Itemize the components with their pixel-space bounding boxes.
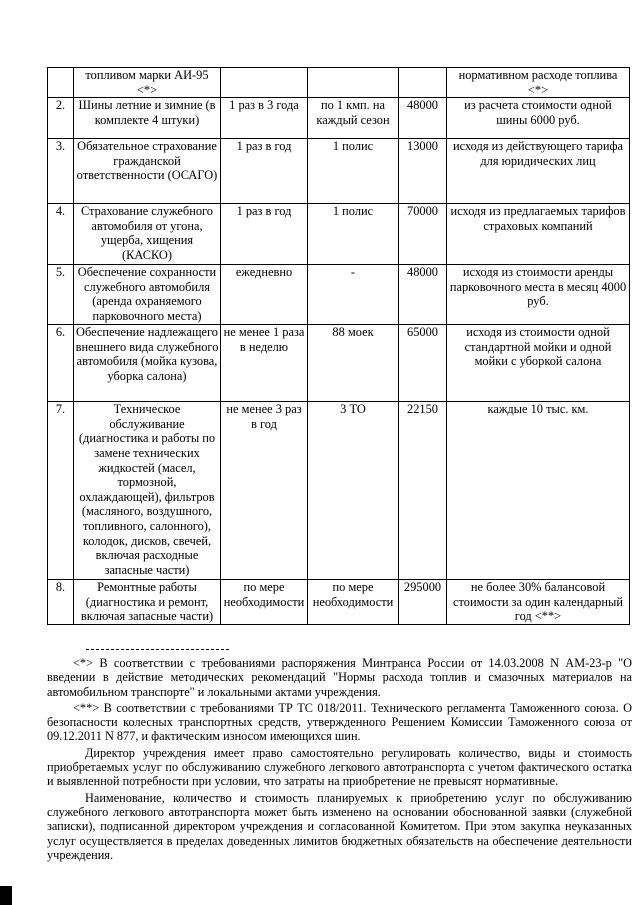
service-frequency: не менее 3 раз в год <box>221 402 308 580</box>
footnote-1: <*> В соответствии с требованиями распоряжения Минтранса России от 14.03.2008 N АМ-23-р "О введении в действие методических рекомендаций "Нормы расхода топлив и смазочных материалов на автомобильном транспорте" и локальными актами учреждения. <box>47 656 632 699</box>
service-name: Шины летние и зимние (в комплекте 4 штуки) <box>74 98 221 139</box>
service-basis: исходя из стоимости аренды парковочного места в месяц 4000 руб. <box>447 265 630 325</box>
service-frequency <box>221 68 308 98</box>
table-row <box>48 139 630 204</box>
service-frequency: 1 раз в 3 года <box>221 98 308 139</box>
service-basis: исходя из действующего тарифа для юридических лиц <box>447 139 630 204</box>
service-basis: из расчета стоимости одной шины 6000 руб. <box>447 98 630 139</box>
service-name: Обязательное страхование гражданской ответственности (ОСАГО) <box>74 139 221 204</box>
service-frequency: 1 раз в год <box>221 204 308 265</box>
row-number: 5. <box>48 265 74 325</box>
service-price: 13000 <box>399 139 447 204</box>
service-quantity: - <box>308 265 399 325</box>
row-number: 3. <box>48 139 74 204</box>
service-quantity <box>308 68 399 98</box>
service-quantity: 88 моек <box>308 325 399 402</box>
service-price: 70000 <box>399 204 447 265</box>
service-quantity: по 1 кмп. на каждый сезон <box>308 98 399 139</box>
service-price: 65000 <box>399 325 447 402</box>
service-price: 48000 <box>399 98 447 139</box>
service-frequency: по мере необходимости <box>221 580 308 625</box>
service-price: 22150 <box>399 402 447 580</box>
row-number: 7. <box>48 402 74 580</box>
services-table <box>47 67 630 625</box>
service-frequency: 1 раз в год <box>221 139 308 204</box>
service-basis: исходя из стоимости одной стандартной мойки и одной мойки с уборкой салона <box>447 325 630 402</box>
service-price: 295000 <box>399 580 447 625</box>
service-frequency: ежедневно <box>221 265 308 325</box>
table-row <box>48 402 630 580</box>
footnote-2: <**> В соответствии с требованиями ТР ТС 018/2011. Технического регламента Таможенного союза. О безопасности колесных транспортных средств, утвержденного Решением Комиссии Таможенного союза от 09.12.2011 N 877, и фактическим износом имеющихся шин. <box>47 700 632 744</box>
service-quantity: 1 полис <box>308 204 399 265</box>
service-basis: нормативном расходе топлива <*> <box>447 68 630 98</box>
paragraph-change-procedure: Наименование, количество и стоимость планируемых к приобретению услуг по обслуживанию служебного легкового автотранспорта может быть изменено на основании обоснованной заявки (служебной записки), подписанной директором учреждения и согласованной Комитетом. При этом закупка неуказанных услуг осуществляется в пределах доведенных лимитов бюджетных обязательств на обеспечение деятельности учреждения. <box>47 790 632 862</box>
service-basis: исходя из предлагаемых тарифов страховых компаний <box>447 204 630 265</box>
row-number: 2. <box>48 98 74 139</box>
paragraph-director-rights: Директор учреждения имеет право самостоятельно регулировать количество, виды и стоимость приобретаемых услуг по обслуживанию служебного легкового автотранспорта с учетом фактического остатка и выявленной потребности при условии, что затраты на приобретение не превысят нормативные. <box>47 745 632 789</box>
table-row <box>48 325 630 402</box>
table-row <box>48 204 630 265</box>
table-row <box>48 265 630 325</box>
footnotes-block <box>47 656 632 864</box>
service-name: Техническое обслуживание (диагностика и работы по замене технических жидкостей (масел, тормозной, охлаждающей), фильтров (масляного, воздушного, топливного, салонного), колодок, дисков, свечей, включая расходные запасные части) <box>74 402 221 580</box>
row-number: 4. <box>48 204 74 265</box>
service-name: Обеспечение сохранности служебного автомобиля (аренда охраняемого парковочного места) <box>74 265 221 325</box>
service-quantity: по мере необходимости <box>308 580 399 625</box>
service-name: Страхование служебного автомобиля от угона, ущерба, хищения (КАСКО) <box>74 204 221 265</box>
table-row <box>48 580 630 625</box>
footnote-separator <box>86 649 229 650</box>
row-number <box>48 68 74 98</box>
row-number: 6. <box>48 325 74 402</box>
service-price: 48000 <box>399 265 447 325</box>
service-quantity: 3 ТО <box>308 402 399 580</box>
service-name: Ремонтные работы (диагностика и ремонт, включая запасные части) <box>74 580 221 625</box>
service-frequency: не менее 1 раза в неделю <box>221 325 308 402</box>
scan-edge-mark <box>0 886 12 905</box>
service-name: топливом марки АИ-95 <*> <box>74 68 221 98</box>
table-row <box>48 68 630 98</box>
service-name: Обеспечение надлежащего внешнего вида служебного автомобиля (мойка кузова, уборка салона) <box>74 325 221 402</box>
service-price <box>399 68 447 98</box>
table-row <box>48 98 630 139</box>
service-basis: не более 30% балансовой стоимости за один календарный год <**> <box>447 580 630 625</box>
service-basis: каждые 10 тыс. км. <box>447 402 630 580</box>
service-quantity: 1 полис <box>308 139 399 204</box>
row-number: 8. <box>48 580 74 625</box>
